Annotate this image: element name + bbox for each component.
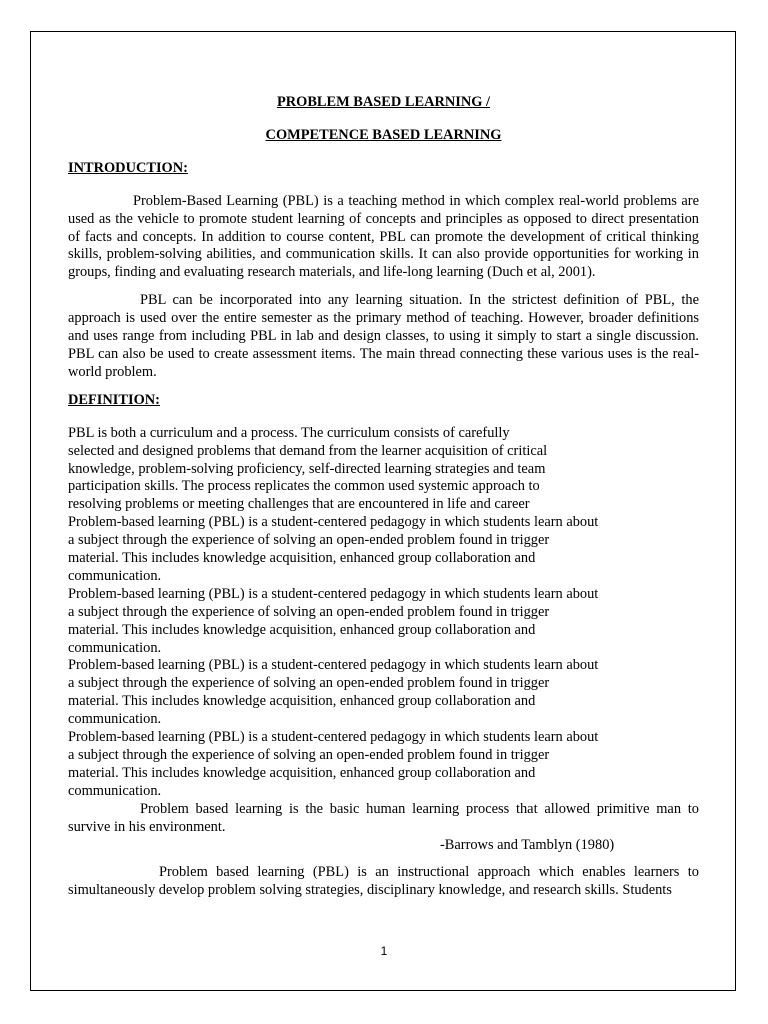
definition-line: Problem-based learning (PBL) is a student-centered pedagogy in which students learn about <box>68 514 599 531</box>
definition-line: knowledge, problem-solving proficiency, self-directed learning strategies and team <box>68 460 546 477</box>
definition-line: material. This includes knowledge acquisition, enhanced group collaboration and <box>68 764 536 781</box>
definition-line: material. This includes knowledge acquisition, enhanced group collaboration and <box>68 693 536 710</box>
introduction-paragraph-2: PBL can be incorporated into any learning situation. In the strictest definition of PBL, the approach is used over the entire semester as the primary method of teaching. However, broader definitions and uses range from including PBL in lab and design classes, to using it simply to start a single discussion. PBL can also be used to create assessment items. The main thread connecting these various uses is the real-world problem. <box>68 292 699 380</box>
introduction-paragraph-1: Problem-Based Learning (PBL) is a teaching method in which complex real-world problems are used as the vehicle to promote student learning of concepts and principles as opposed to direct presentation of facts and concepts. In addition to course content, PBL can promote the development of critical thinking skills, problem-solving abilities, and communication skills. It can also provide opportunities for working in groups, finding and evaluating research materials, and life-long learning (Duch et al, 2001). <box>68 192 699 281</box>
definition-line: a subject through the experience of solving an open-ended problem found in trigger <box>68 747 550 763</box>
definition-line: Problem-based learning (PBL) is a student-centered pedagogy in which students learn about <box>68 729 599 746</box>
definition-line: communication. <box>68 639 162 656</box>
definition-line: material. This includes knowledge acquisition, enhanced group collaboration and <box>68 621 536 638</box>
document-body <box>68 94 699 900</box>
definition-text-block <box>68 425 699 801</box>
definition-line: Problem-based learning (PBL) is a student-centered pedagogy in which students learn about <box>68 585 599 602</box>
definition-quote: Problem based learning is the basic human learning process that allowed primitive man to survive in his environment. <box>68 800 699 835</box>
definition-line: resolving problems or meeting challenges that are encountered in life and career <box>68 496 530 513</box>
definition-line: a subject through the experience of solving an open-ended problem found in trigger <box>68 603 550 620</box>
document-title-line-2: COMPETENCE BASED LEARNING <box>265 126 502 143</box>
definition-line: selected and designed problems that demand from the learner acquisition of critical <box>68 442 548 459</box>
definition-line: a subject through the experience of solving an open-ended problem found in trigger <box>68 532 550 549</box>
definition-line: communication. <box>68 782 162 799</box>
introduction-heading: INTRODUCTION: <box>68 159 188 176</box>
definition-line: Problem-based learning (PBL) is a student-centered pedagogy in which students learn about <box>68 657 599 674</box>
closing-paragraph: Problem based learning (PBL) is an instructional approach which enables learners to simultaneously develop problem solving strategies, disciplinary knowledge, and research skills. Students <box>68 864 699 899</box>
definition-heading: DEFINITION: <box>68 391 160 408</box>
definition-line: participation skills. The process replicates the common used systemic approach to <box>68 478 540 495</box>
document-title-line-1: PROBLEM BASED LEARNING / <box>276 94 491 110</box>
quote-attribution: -Barrows and Tamblyn (1980) <box>440 836 615 853</box>
definition-line: a subject through the experience of solving an open-ended problem found in trigger <box>68 675 550 692</box>
definition-line: PBL is both a curriculum and a process. The curriculum consists of carefully <box>68 424 510 441</box>
definition-line: communication. <box>68 567 162 584</box>
definition-line: material. This includes knowledge acquisition, enhanced group collaboration and <box>68 550 536 567</box>
page-number: 1 <box>380 944 388 958</box>
definition-line: communication. <box>68 711 162 728</box>
